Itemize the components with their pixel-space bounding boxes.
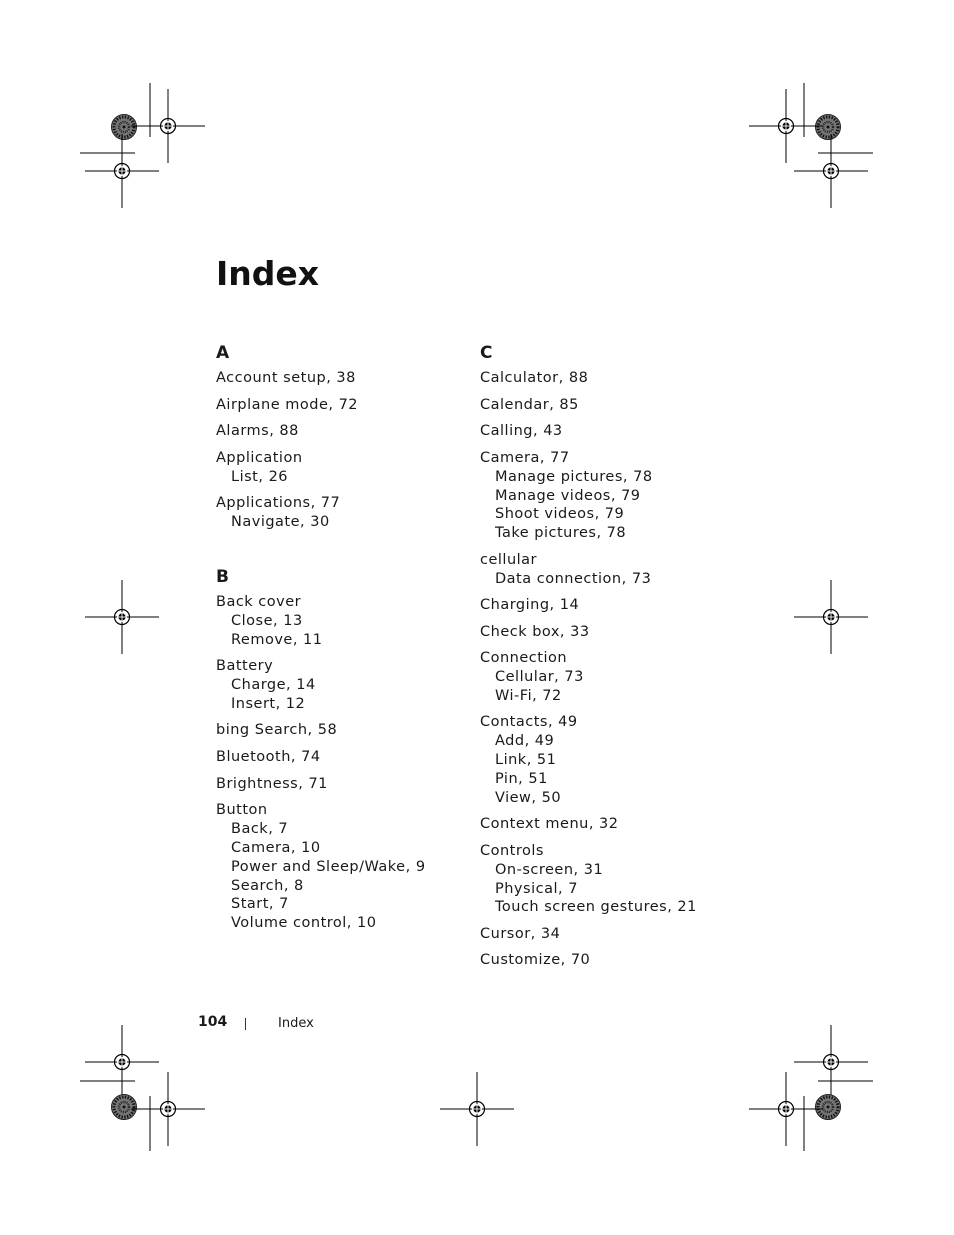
index-entry (480, 596, 730, 615)
index-term: Button (216, 802, 268, 819)
index-subentry: Close, 13 (231, 612, 303, 629)
index-entry (480, 623, 730, 642)
index-term: Customize, 70 (480, 952, 591, 969)
index-entry (480, 396, 730, 415)
index-term: Cursor, 34 (480, 925, 561, 942)
page-number: 104 (198, 1014, 228, 1030)
index-entry (480, 422, 730, 441)
index-entry (480, 951, 730, 970)
index-entry (216, 396, 466, 415)
index-subentry: Insert, 12 (231, 695, 306, 712)
index-section (480, 340, 730, 970)
index-subentry: Physical, 7 (495, 880, 578, 897)
index-term: bing Search, 58 (216, 722, 338, 739)
index-term: Camera, 77 (480, 449, 570, 466)
index-subentry: Add, 49 (495, 733, 555, 750)
index-subentry: Cellular, 73 (495, 669, 584, 686)
index-subentry: Search, 8 (231, 877, 304, 894)
index-entry (216, 748, 466, 767)
index-subentry: Shoot videos, 79 (495, 506, 625, 523)
index-subentry: View, 50 (495, 789, 562, 806)
index-entry (480, 842, 730, 917)
index-subentry: Data connection, 73 (495, 570, 652, 587)
index-entry (216, 422, 466, 441)
index-entry (216, 449, 466, 487)
index-term: Alarms, 88 (216, 423, 299, 440)
index-term: Charging, 14 (480, 596, 580, 613)
index-entry (480, 369, 730, 388)
index-section (216, 340, 466, 532)
index-term: Calculator, 88 (480, 370, 589, 386)
index-entry (480, 449, 730, 543)
index-subentry: Navigate, 30 (231, 514, 330, 531)
index-column-left (216, 340, 466, 941)
footer-separator (245, 1018, 246, 1030)
index-subentry: Wi-Fi, 72 (495, 687, 562, 704)
index-entry (480, 713, 730, 807)
index-entry (480, 925, 730, 944)
index-term: Context menu, 32 (480, 816, 619, 833)
footer-section-label: Index (278, 1016, 314, 1031)
index-subentry: Back, 7 (231, 821, 289, 838)
index-entry (216, 801, 466, 933)
index-subentry: On-screen, 31 (495, 861, 604, 878)
index-entry (216, 593, 466, 650)
index-subentry: Manage videos, 79 (495, 487, 641, 504)
index-term: Check box, 33 (480, 623, 590, 640)
index-term: cellular (480, 551, 538, 568)
index-entry (216, 494, 466, 532)
index-entry (480, 815, 730, 834)
section-letter: C (480, 343, 493, 363)
index-term: Controls (480, 842, 544, 859)
index-term: Airplane mode, 72 (216, 396, 359, 413)
index-subentry: Remove, 11 (231, 631, 323, 648)
index-entry (216, 657, 466, 714)
index-term: Application (216, 449, 303, 466)
index-term: Connection (480, 650, 568, 667)
index-subentry: Pin, 51 (495, 770, 548, 787)
index-term: Contacts, 49 (480, 714, 578, 731)
index-entry (216, 369, 466, 388)
index-entry (216, 721, 466, 740)
index-subentry: Take pictures, 78 (495, 525, 627, 542)
index-term: Account setup, 38 (216, 370, 356, 386)
index-subentry: Touch screen gestures, 21 (495, 899, 697, 916)
index-term: Calling, 43 (480, 423, 563, 440)
index-term: Calendar, 85 (480, 396, 579, 413)
index-subentry: Power and Sleep/Wake, 9 (231, 858, 426, 875)
index-subentry: Camera, 10 (231, 839, 321, 856)
index-term: Brightness, 71 (216, 775, 328, 792)
index-term: Battery (216, 658, 274, 675)
index-subentry: Link, 51 (495, 752, 557, 769)
index-column-right (480, 340, 730, 978)
index-term: Back cover (216, 593, 302, 610)
index-subentry: Start, 7 (231, 896, 289, 913)
section-letter: B (216, 566, 229, 587)
index-subentry: Manage pictures, 78 (495, 468, 653, 485)
section-letter: A (216, 343, 230, 363)
page-title: Index (216, 254, 320, 293)
index-entry (480, 649, 730, 706)
index-subentry: Volume control, 10 (231, 915, 377, 932)
index-entry (216, 775, 466, 794)
index-term: Applications, 77 (216, 495, 341, 512)
index-section (216, 564, 466, 933)
index-term: Bluetooth, 74 (216, 748, 321, 765)
index-subentry: List, 26 (231, 468, 289, 485)
index-subentry: Charge, 14 (231, 677, 316, 694)
index-entry (480, 551, 730, 589)
page-footer (0, 1014, 954, 1036)
